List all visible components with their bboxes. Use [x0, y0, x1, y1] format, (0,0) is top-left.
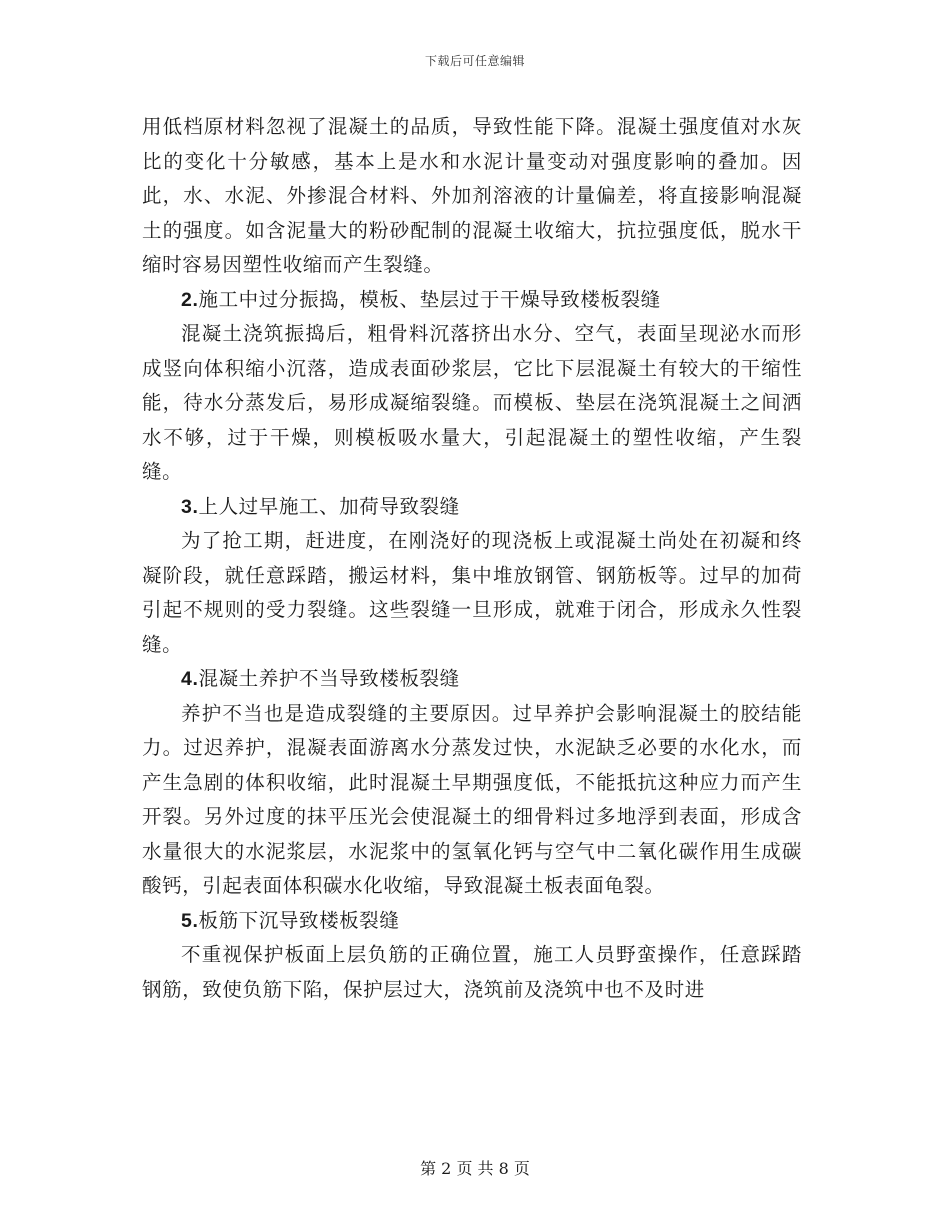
section-number: 2. [181, 288, 199, 311]
section-title: 混凝土养护不当导致楼板裂缝 [198, 667, 460, 690]
section-heading-5 [142, 904, 802, 939]
page-header-note: 下载后可任意编辑 [424, 54, 525, 68]
section-number: 5. [181, 909, 199, 932]
section-heading-2 [142, 283, 802, 318]
section-paragraph-2: 混凝土浇筑振捣后，粗骨料沉落挤出水分、空气，表面呈现泌水而形成竖向体积缩小沉落，造成表面砂浆层，它比下层混凝土有较大的干缩性能，待水分蒸发后，易形成凝缩裂缝。而模板、垫层在浇筑混凝土之间洒水不够，过于干燥，则模板吸水量大，引起混凝土的塑性收缩，产生裂缝。 [142, 322, 802, 483]
section-title: 上人过早施工、加荷导致裂缝 [198, 494, 460, 518]
section-paragraph-4: 养护不当也是造成裂缝的主要原因。过早养护会影响混凝土的胶结能力。过迟养护，混凝表面游离水分蒸发过快，水泥缺乏必要的水化水，而产生急剧的体积收缩，此时混凝土早期强度低，不能抵抗这种应力而产生开裂。另外过度的抹平压光会使混凝土的细骨料过多地浮到表面，形成含水量很大的水泥浆层，水泥浆中的氢氧化钙与空气中二氧化碳作用生成碳酸钙，引起表面体积碳水化收缩，导致混凝土板表面龟裂。 [142, 701, 802, 897]
section-number: 4. [181, 668, 199, 690]
section-heading-3 [142, 490, 802, 525]
page-number: 第 2 页 共 8 页 [420, 1159, 530, 1178]
document-body [142, 110, 802, 1007]
section-paragraph-5: 不重视保护板面上层负筋的正确位置，施工人员野蛮操作，任意踩踏钢筋，致使负筋下陷，保护层过大，浇筑前及浇筑中也不及时进 [142, 943, 802, 1001]
section-heading-4 [142, 662, 802, 697]
section-title: 板筋下沉导致楼板裂缝 [198, 908, 400, 932]
section-title: 施工中过分振捣，模板、垫层过于干燥导致楼板裂缝 [198, 287, 661, 311]
section-paragraph-3: 为了抢工期，赶进度，在刚浇好的现浇板上或混凝土尚处在初凝和终凝阶段，就任意踩踏，搬运材料，集中堆放钢管、钢筋板等。过早的加荷引起不规则的受力裂缝。这些裂缝一旦形成，就难于闭合，形成永久性裂缝。 [142, 529, 802, 656]
section-number: 3. [181, 495, 199, 518]
intro-paragraph: 用低档原材料忽视了混凝土的品质，导致性能下降。混凝土强度值对水灰比的变化十分敏感，基本上是水和水泥计量变动对强度影响的叠加。因此，水、水泥、外掺混合材料、外加剂溶液的计量偏差，将直接影响混凝土的强度。如含泥量大的粉砂配制的混凝土收缩大，抗拉强度低，脱水干缩时容易因塑性收缩而产生裂缝。 [142, 115, 802, 276]
